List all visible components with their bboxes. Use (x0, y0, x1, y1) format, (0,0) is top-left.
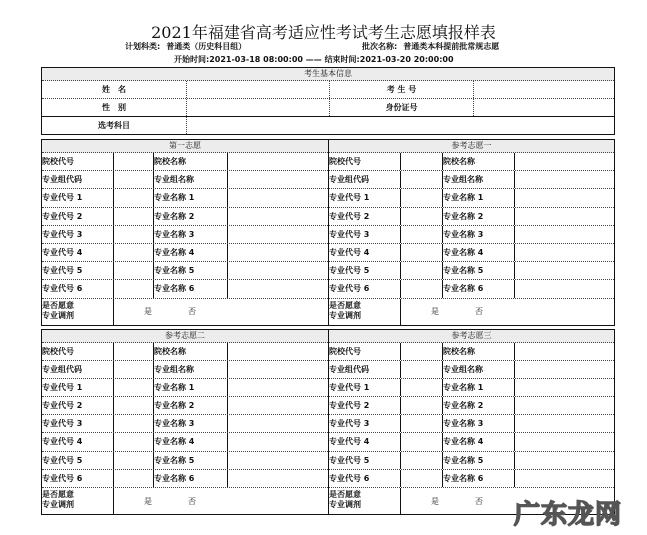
volunteer-block-2 (41, 329, 615, 516)
major-name-label: 专业名称 6 (154, 470, 228, 487)
id-field[interactable] (473, 99, 613, 116)
adjust-row (42, 299, 328, 325)
group-row (329, 171, 614, 189)
major-name-label: 专业名称 5 (154, 452, 228, 469)
major-code-label: 专业代号 4 (329, 433, 401, 450)
plan-type-label: 计划科类: (125, 42, 161, 51)
major-code-field[interactable] (114, 262, 154, 279)
group-code-label: 专业组代码 (42, 171, 114, 188)
group-name-label: 专业组名称 (443, 171, 515, 188)
major-row (329, 244, 614, 262)
adjust-label-line2: 专业调剂 (329, 310, 361, 320)
major-name-field[interactable] (515, 280, 614, 297)
school-name-field[interactable] (228, 343, 328, 360)
major-code-label: 专业代号 2 (42, 397, 114, 414)
volunteer-first (42, 140, 328, 325)
group-row (42, 171, 328, 189)
major-name-field[interactable] (228, 189, 328, 206)
major-code-field[interactable] (401, 470, 443, 487)
major-code-field[interactable] (114, 208, 154, 225)
adjust-options (114, 299, 328, 325)
adjust-label-line2: 专业调剂 (329, 500, 361, 509)
adjust-label (42, 299, 114, 325)
volunteer-title: 参考志愿三 (329, 330, 614, 343)
group-row (329, 361, 614, 379)
plan-type (125, 41, 246, 52)
major-code-field[interactable] (114, 452, 154, 469)
major-name-field[interactable] (515, 433, 614, 450)
major-code-label: 专业代号 3 (42, 226, 114, 243)
major-code-label: 专业代号 6 (329, 470, 401, 487)
adjust-options (401, 299, 614, 325)
major-code-label: 专业代号 1 (42, 189, 114, 206)
major-code-label: 专业代号 6 (42, 470, 114, 487)
major-code-field[interactable] (114, 379, 154, 396)
major-code-label: 专业代号 4 (42, 433, 114, 450)
exam-no-field[interactable] (473, 81, 613, 98)
group-code-field[interactable] (114, 361, 154, 378)
school-name-label: 院校名称 (154, 153, 228, 170)
major-name-field[interactable] (228, 415, 328, 432)
time-range (174, 54, 454, 65)
adjust-label (329, 299, 401, 325)
major-name-label: 专业名称 6 (443, 280, 515, 297)
school-code-label: 院校代号 (42, 343, 114, 360)
major-name-field[interactable] (228, 262, 328, 279)
major-name-label: 专业名称 4 (154, 244, 228, 261)
adjust-options (114, 488, 328, 514)
major-code-label: 专业代号 3 (329, 226, 401, 243)
major-name-label: 专业名称 5 (154, 262, 228, 279)
major-name-field[interactable] (515, 415, 614, 432)
major-name-field[interactable] (228, 280, 328, 297)
major-row (329, 208, 614, 226)
school-code-label: 院校代号 (329, 343, 401, 360)
adjust-label-line1: 是否愿意 (42, 300, 74, 310)
major-code-field[interactable] (114, 244, 154, 261)
major-name-field[interactable] (515, 262, 614, 279)
major-row (329, 379, 614, 397)
adjust-yes-option[interactable]: 是 (144, 307, 152, 316)
major-code-field[interactable] (114, 397, 154, 414)
major-row (329, 189, 614, 207)
major-row (329, 397, 614, 415)
major-code-field[interactable] (401, 415, 443, 432)
major-name-label: 专业名称 1 (154, 379, 228, 396)
id-label: 身份证号 (329, 99, 473, 116)
group-code-field[interactable] (401, 361, 443, 378)
major-row (42, 470, 328, 488)
school-name-field[interactable] (515, 343, 614, 360)
major-row (42, 244, 328, 262)
page-title: 2021年福建省高考适应性考试考生志愿填报样表 (151, 23, 496, 42)
basic-info-section (41, 67, 615, 135)
group-name-field[interactable] (228, 171, 328, 188)
major-name-label: 专业名称 4 (154, 433, 228, 450)
major-code-field[interactable] (401, 226, 443, 243)
major-code-label: 专业代号 3 (42, 415, 114, 432)
major-row (329, 452, 614, 470)
major-code-label: 专业代号 6 (329, 280, 401, 297)
major-code-field[interactable] (401, 244, 443, 261)
group-name-label: 专业组名称 (443, 361, 515, 378)
major-row (42, 280, 328, 298)
major-name-label: 专业名称 2 (154, 208, 228, 225)
major-name-field[interactable] (228, 208, 328, 225)
school-row (329, 343, 614, 361)
major-name-field[interactable] (515, 452, 614, 469)
major-code-field[interactable] (401, 208, 443, 225)
major-name-field[interactable] (228, 470, 328, 487)
major-name-field[interactable] (228, 226, 328, 243)
major-row (329, 280, 614, 298)
major-name-label: 专业名称 4 (443, 244, 515, 261)
group-code-field[interactable] (114, 171, 154, 188)
major-row (329, 262, 614, 280)
major-name-label: 专业名称 6 (443, 470, 515, 487)
major-code-field[interactable] (114, 415, 154, 432)
adjust-label (329, 488, 401, 514)
adjust-yes-option[interactable]: 是 (144, 496, 152, 506)
major-code-label: 专业代号 4 (42, 244, 114, 261)
major-name-field[interactable] (515, 226, 614, 243)
major-name-field[interactable] (515, 208, 614, 225)
plan-type-value: 普通类（历史科目组） (166, 42, 247, 51)
major-name-label: 专业名称 1 (443, 189, 515, 206)
group-name-field[interactable] (228, 361, 328, 378)
major-row (329, 433, 614, 451)
major-name-label: 专业名称 3 (443, 415, 515, 432)
major-row (42, 379, 328, 397)
major-name-field[interactable] (228, 452, 328, 469)
school-name-field[interactable] (228, 153, 328, 170)
major-name-label: 专业名称 5 (443, 262, 515, 279)
exam-no-label: 考 生 号 (329, 81, 473, 98)
adjust-no-option[interactable]: 否 (475, 307, 483, 316)
major-code-label: 专业代号 3 (329, 415, 401, 432)
major-name-field[interactable] (228, 244, 328, 261)
adjust-label-line2: 专业调剂 (42, 500, 74, 509)
group-name-label: 专业组名称 (154, 171, 228, 188)
major-code-label: 专业代号 2 (329, 208, 401, 225)
group-name-field[interactable] (515, 171, 614, 188)
basic-info-header: 考生基本信息 (42, 68, 614, 81)
subjects-field[interactable] (186, 117, 613, 134)
school-name-label: 院校名称 (443, 343, 515, 360)
major-name-label: 专业名称 5 (443, 452, 515, 469)
major-code-label: 专业代号 6 (42, 280, 114, 297)
start-time-label: 开始时间: (174, 55, 210, 64)
major-name-field[interactable] (515, 397, 614, 414)
major-name-field[interactable] (515, 470, 614, 487)
group-code-label: 专业组代码 (329, 361, 401, 378)
adjust-label-line1: 是否愿意 (329, 300, 361, 310)
adjust-yes-option[interactable]: 是 (431, 496, 439, 506)
adjust-label-line1: 是否愿意 (329, 490, 361, 499)
major-code-field[interactable] (401, 397, 443, 414)
major-name-label: 专业名称 2 (443, 208, 515, 225)
batch-name (362, 41, 499, 52)
basic-info-row (42, 117, 614, 134)
major-name-field[interactable] (515, 379, 614, 396)
group-name-field[interactable] (515, 361, 614, 378)
major-code-field[interactable] (114, 226, 154, 243)
major-code-label: 专业代号 5 (42, 262, 114, 279)
adjust-label-line2: 专业调剂 (42, 310, 74, 320)
volunteer-title: 第一志愿 (42, 140, 328, 153)
major-name-field[interactable] (515, 189, 614, 206)
major-code-label: 专业代号 2 (329, 397, 401, 414)
major-row (42, 397, 328, 415)
volunteer-ref-1 (328, 140, 614, 325)
major-name-field[interactable] (228, 397, 328, 414)
major-name-label: 专业名称 2 (443, 397, 515, 414)
major-row (42, 262, 328, 280)
school-code-label: 院校代号 (42, 153, 114, 170)
end-time-value: 2021-03-20 20:00:00 (359, 55, 454, 64)
adjust-label (42, 488, 114, 514)
major-name-label: 专业名称 3 (154, 226, 228, 243)
adjust-label-line1: 是否愿意 (42, 490, 74, 499)
major-code-label: 专业代号 5 (42, 452, 114, 469)
major-code-field[interactable] (114, 470, 154, 487)
major-row (329, 226, 614, 244)
major-code-field[interactable] (401, 262, 443, 279)
volunteer-title: 参考志愿二 (42, 330, 328, 343)
major-code-label: 专业代号 5 (329, 262, 401, 279)
adjust-row (42, 488, 328, 514)
major-row (42, 452, 328, 470)
school-name-label: 院校名称 (154, 343, 228, 360)
major-name-label: 专业名称 3 (443, 226, 515, 243)
major-code-field[interactable] (114, 433, 154, 450)
basic-info-row (42, 81, 614, 99)
major-name-field[interactable] (228, 433, 328, 450)
major-code-label: 专业代号 2 (42, 208, 114, 225)
major-code-field[interactable] (401, 452, 443, 469)
subjects-label: 选考科目 (98, 121, 130, 130)
major-name-field[interactable] (228, 379, 328, 396)
major-row (42, 415, 328, 433)
adjust-row (329, 299, 614, 325)
major-code-label: 专业代号 4 (329, 244, 401, 261)
name-label: 姓 名 (102, 85, 126, 94)
volunteer-block-1 (41, 139, 615, 326)
end-time-label: 结束时间: (324, 55, 360, 64)
school-row (329, 153, 614, 171)
volunteer-ref-3 (328, 330, 614, 515)
major-name-label: 专业名称 4 (443, 433, 515, 450)
time-separator: —— (305, 55, 322, 64)
major-code-field[interactable] (401, 379, 443, 396)
adjust-yes-option[interactable]: 是 (431, 307, 439, 316)
group-row (42, 361, 328, 379)
watermark-logo: 广东龙网 (514, 500, 623, 530)
basic-info-row (42, 99, 614, 117)
school-name-field[interactable] (515, 153, 614, 170)
major-code-label: 专业代号 1 (42, 379, 114, 396)
school-name-label: 院校名称 (443, 153, 515, 170)
form-table (41, 67, 615, 515)
school-code-field[interactable] (114, 343, 154, 360)
adjust-no-option[interactable]: 否 (188, 307, 196, 316)
school-row (42, 153, 328, 171)
major-code-field[interactable] (401, 189, 443, 206)
major-name-field[interactable] (515, 244, 614, 261)
group-code-label: 专业组代码 (329, 171, 401, 188)
school-code-field[interactable] (114, 153, 154, 170)
school-code-label: 院校代号 (329, 153, 401, 170)
adjust-no-option[interactable]: 否 (188, 496, 196, 506)
major-code-field[interactable] (114, 189, 154, 206)
adjust-no-option[interactable]: 否 (475, 496, 483, 506)
group-code-field[interactable] (401, 171, 443, 188)
batch-name-label: 批次名称: (362, 42, 398, 51)
major-row (329, 470, 614, 488)
major-code-label: 专业代号 5 (329, 452, 401, 469)
major-code-field[interactable] (401, 280, 443, 297)
school-code-field[interactable] (401, 153, 443, 170)
start-time-value: 2021-03-18 08:00:00 (209, 55, 303, 64)
school-code-field[interactable] (401, 343, 443, 360)
gender-label: 性 别 (102, 103, 126, 112)
batch-name-value: 普通类本科提前批常规志愿 (403, 42, 500, 51)
major-row (42, 208, 328, 226)
major-name-label: 专业名称 1 (443, 379, 515, 396)
major-name-label: 专业名称 1 (154, 189, 228, 206)
school-row (42, 343, 328, 361)
group-code-label: 专业组代码 (42, 361, 114, 378)
major-code-field[interactable] (401, 433, 443, 450)
major-row (329, 415, 614, 433)
major-code-field[interactable] (114, 280, 154, 297)
name-field[interactable] (186, 81, 329, 98)
volunteer-title: 参考志愿一 (329, 140, 614, 153)
major-code-label: 专业代号 1 (329, 379, 401, 396)
volunteer-ref-2 (42, 330, 328, 515)
major-row (42, 226, 328, 244)
major-row (42, 433, 328, 451)
major-name-label: 专业名称 2 (154, 397, 228, 414)
major-name-label: 专业名称 6 (154, 280, 228, 297)
major-row (42, 189, 328, 207)
major-code-label: 专业代号 1 (329, 189, 401, 206)
group-name-label: 专业组名称 (154, 361, 228, 378)
gender-field[interactable] (186, 99, 329, 116)
major-name-label: 专业名称 3 (154, 415, 228, 432)
